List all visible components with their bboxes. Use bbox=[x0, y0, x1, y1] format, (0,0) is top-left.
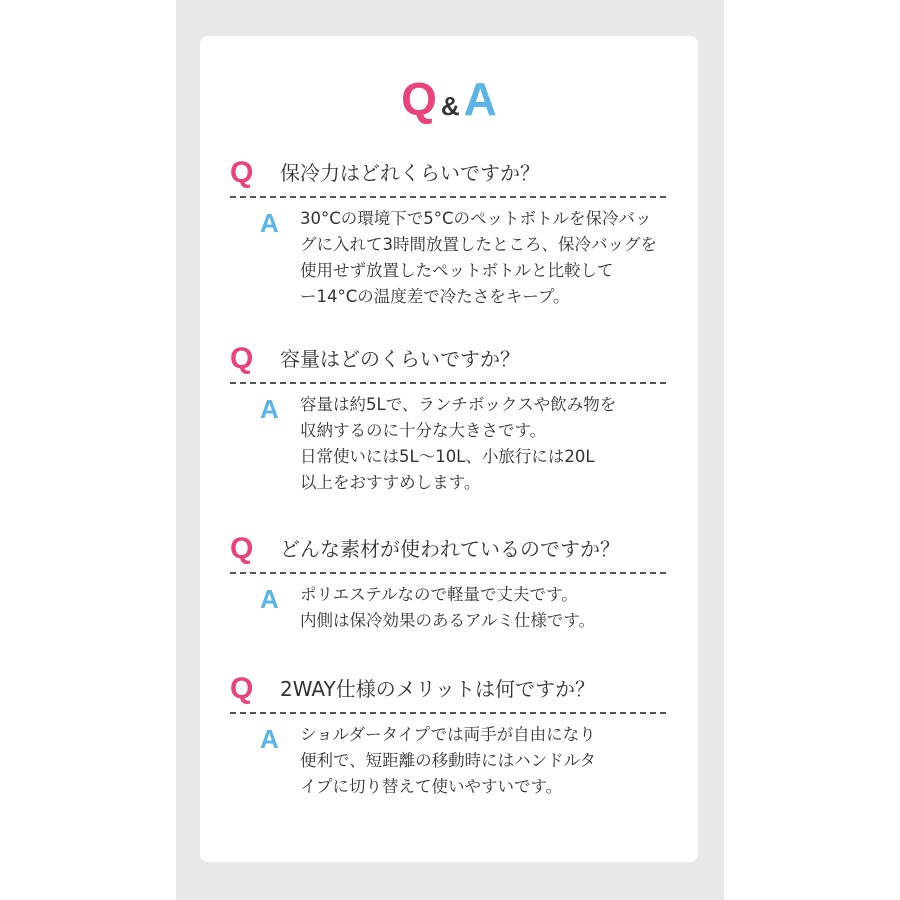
question-mark-label: Q bbox=[230, 156, 254, 189]
question-row bbox=[230, 342, 666, 384]
qa-item bbox=[230, 532, 666, 634]
question-mark-label: Q bbox=[230, 342, 254, 375]
answer-row bbox=[230, 582, 666, 634]
answer-row bbox=[230, 392, 666, 496]
question-mark-label: Q bbox=[230, 672, 254, 705]
question-row bbox=[230, 156, 666, 198]
qa-item bbox=[230, 156, 666, 310]
question-row bbox=[230, 672, 666, 714]
question-text: 容量はどのくらいですか？ bbox=[280, 347, 520, 371]
qa-card bbox=[200, 36, 698, 862]
answer-mark-label: A bbox=[260, 208, 279, 238]
answer-mark-label: A bbox=[260, 584, 279, 614]
answer-line: 便利で、短距離の移動時にはハンドルタ bbox=[300, 751, 597, 770]
question-text: どんな素材が使われているのですか？ bbox=[280, 537, 620, 561]
answer-line: イプに切り替えて使いやすいです。 bbox=[300, 777, 563, 796]
answer-mark-label: A bbox=[260, 394, 279, 424]
qa-item bbox=[230, 342, 666, 496]
answer-line: グに入れて3時間放置したところ、保冷バッグを bbox=[300, 235, 657, 254]
answer-line: 日常使いには5L〜10L、小旅行には20L bbox=[300, 447, 595, 466]
question-row bbox=[230, 532, 666, 574]
heading-q-letter: Q bbox=[401, 73, 437, 125]
heading-a-letter: A bbox=[463, 73, 497, 125]
question-text: 保冷力はどれくらいですか？ bbox=[280, 161, 540, 185]
answer-line: 30°Cの環境下で5°Cのペットボトルを保冷バッ bbox=[300, 209, 652, 228]
answer-line: 容量は約5Lで、ランチボックスや飲み物を bbox=[300, 395, 617, 414]
heading-ampersand: & bbox=[440, 91, 460, 121]
answer-line: ー14°Cの温度差で冷たさをキープ。 bbox=[300, 287, 570, 306]
qa-item bbox=[230, 672, 666, 800]
question-text: 2WAY仕様のメリットは何ですか？ bbox=[280, 677, 595, 701]
answer-mark-label: A bbox=[260, 724, 279, 754]
answer-line: 内側は保冷効果のあるアルミ仕様です。 bbox=[300, 611, 596, 630]
answer-line: 以上をおすすめします。 bbox=[300, 473, 481, 492]
answer-line: 使用せず放置したペットボトルと比較して bbox=[300, 261, 614, 280]
answer-row bbox=[230, 722, 666, 800]
question-mark-label: Q bbox=[230, 532, 254, 565]
qa-heading bbox=[200, 73, 698, 125]
answer-line: ショルダータイプでは両手が自由になり bbox=[300, 725, 596, 744]
answer-line: ポリエステルなので軽量で丈夫です。 bbox=[300, 585, 578, 604]
answer-line: 収納するのに十分な大きさです。 bbox=[300, 421, 547, 440]
answer-row bbox=[230, 206, 666, 310]
